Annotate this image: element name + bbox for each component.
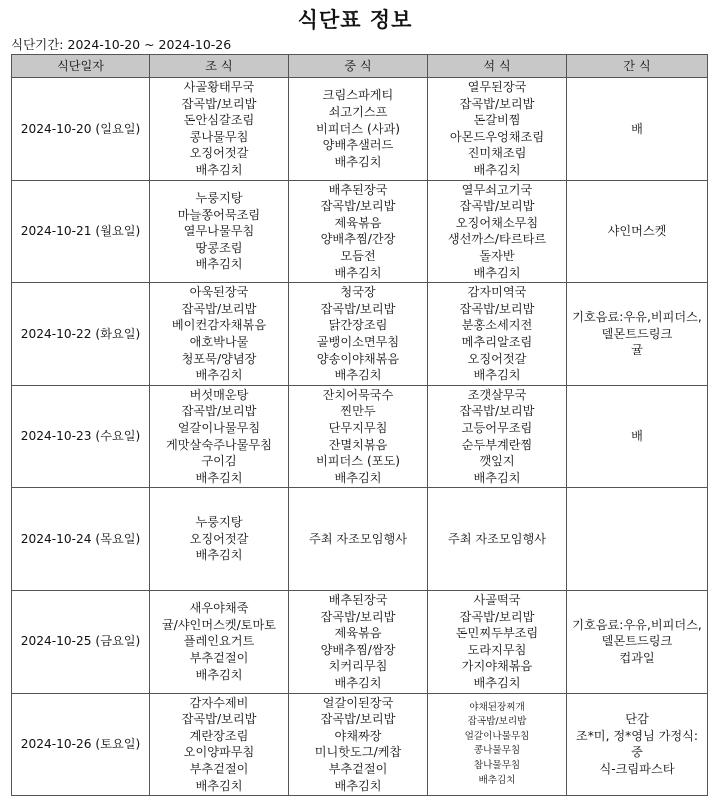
menu-item: 열무쇠고기국 [461, 182, 533, 197]
menu-item: 비피더스 (포도) [315, 454, 401, 469]
snack-cell [567, 590, 708, 693]
lunch-cell [289, 590, 428, 693]
menu-item: 배추김치 [473, 162, 521, 177]
menu-item: 진미채조림 [467, 146, 527, 161]
lunch-cell [289, 78, 428, 181]
header-date: 식단일자 [12, 55, 150, 78]
header-dinner: 석 식 [428, 55, 567, 78]
menu-item: 미니핫도그/케찹 [314, 745, 402, 760]
date-cell: 2024-10-22 (화요일) [12, 283, 150, 386]
menu-item: 구이김 [201, 454, 237, 469]
table-row [12, 385, 708, 488]
menu-item: 아욱된장국 [189, 285, 249, 300]
lunch-cell [289, 488, 428, 591]
menu-item: 청포묵/양념장 [181, 351, 257, 366]
header-breakfast: 조 식 [150, 55, 289, 78]
menu-item: 오징어젓갈 [189, 146, 249, 161]
menu-item: 조*미, 정*영님 가정식: 중 [575, 728, 699, 760]
menu-item: 배추김치 [334, 470, 382, 485]
menu-item: 순두부계란찜 [461, 437, 533, 452]
dinner-cell [428, 283, 567, 386]
menu-item: 잡곡밥/보리밥 [459, 301, 535, 316]
menu-item: 단무지무침 [328, 420, 388, 435]
header-snack: 간 식 [567, 55, 708, 78]
breakfast-cell [150, 385, 289, 488]
dinner-cell [428, 78, 567, 181]
menu-item: 배추김치 [195, 778, 243, 793]
table-row [12, 693, 708, 796]
page-title: 식단표 정보 [297, 8, 413, 32]
menu-item: 버섯매운탕 [189, 387, 249, 402]
menu-item: 배추김치 [473, 470, 521, 485]
menu-item: 잡곡밥/보리밥 [181, 96, 257, 111]
menu-item: 계란장조림 [189, 728, 249, 743]
dinner-cell [428, 693, 567, 796]
menu-item: 참나물무침 [473, 759, 521, 771]
menu-item: 열무된장국 [467, 80, 527, 95]
menu-item: 분홍소세지전 [461, 318, 533, 333]
menu-item: 골뱅이소면무침 [316, 334, 400, 349]
dinner-cell [428, 488, 567, 591]
menu-item: 배추김치 [195, 257, 243, 272]
menu-table [11, 54, 708, 796]
menu-item: 잡곡밥/보리밥 [459, 609, 535, 624]
menu-item: 돈갈비찜 [473, 113, 521, 128]
menu-item: 배추김치 [195, 470, 243, 485]
menu-item: 배추김치 [334, 265, 382, 280]
menu-item: 양송이야채볶음 [316, 351, 400, 366]
menu-item: 잡곡밥/보리밥 [320, 199, 396, 214]
date-cell: 2024-10-25 (금요일) [12, 590, 150, 693]
menu-item: 야채된장찌개 [469, 701, 525, 713]
lunch-cell [289, 385, 428, 488]
menu-item: 식-크림파스타 [599, 761, 675, 776]
menu-item: 기호음료:우유,비피더스, [572, 310, 702, 325]
breakfast-cell [150, 180, 289, 283]
header-row [12, 55, 708, 78]
lunch-cell [289, 693, 428, 796]
snack-cell [567, 180, 708, 283]
snack-cell [567, 488, 708, 591]
menu-item: 감자수제비 [189, 695, 249, 710]
menu-item: 배추김치 [195, 667, 243, 682]
breakfast-cell [150, 590, 289, 693]
date-cell: 2024-10-26 (토요일) [12, 693, 150, 796]
menu-item: 도라지무침 [467, 642, 527, 657]
menu-item: 쇠고기스프 [328, 104, 388, 119]
menu-item: 단감 [625, 712, 649, 727]
menu-item: 잡곡밥/보리밥 [181, 404, 257, 419]
menu-item: 주최 자조모임행사 [447, 531, 547, 546]
menu-item: 돌자반 [479, 248, 515, 263]
menu-item: 베이컨감자채볶음 [171, 318, 267, 333]
menu-item: 주최 자조모임행사 [308, 531, 408, 546]
menu-item: 배추김치 [195, 368, 243, 383]
menu-period: 식단기간: 2024-10-20 ~ 2024-10-26 [11, 37, 232, 52]
menu-item: 잡곡밥/보리밥 [459, 96, 535, 111]
menu-item: 잡곡밥/보리밥 [459, 199, 535, 214]
menu-item: 잡곡밥/보리밥 [181, 712, 257, 727]
breakfast-cell [150, 693, 289, 796]
menu-item: 고등어무조림 [461, 420, 533, 435]
menu-item: 사골황태무국 [183, 80, 255, 95]
menu-item: 귤 [631, 343, 643, 358]
menu-item: 배추김치 [473, 368, 521, 383]
menu-item: 열무나물무침 [183, 224, 255, 239]
menu-item: 배추김치 [195, 548, 243, 563]
menu-item: 비피더스 (사과) [315, 121, 401, 136]
menu-item: 잔치어묵국수 [322, 387, 394, 402]
menu-item: 돈민찌두부조림 [455, 626, 539, 641]
menu-item: 아몬드우엉채조림 [449, 129, 545, 144]
menu-item: 배추된장국 [328, 182, 388, 197]
menu-item: 배추김치 [334, 368, 382, 383]
menu-item: 청국장 [340, 285, 376, 300]
menu-item: 배추김치 [473, 675, 521, 690]
menu-item: 콩나물무침 [473, 745, 521, 757]
menu-item: 잡곡밥/보리밥 [181, 301, 257, 316]
menu-item: 가지야채볶음 [461, 659, 533, 674]
dinner-cell [428, 385, 567, 488]
menu-item: 사골떡국 [473, 592, 521, 607]
menu-item: 얼갈이나물무침 [177, 420, 261, 435]
snack-cell [567, 693, 708, 796]
menu-item: 애호박나물 [189, 334, 249, 349]
table-row [12, 180, 708, 283]
menu-item: 배추김치 [473, 265, 521, 280]
menu-item: 누룽지탕 [195, 515, 243, 530]
menu-item: 배 [631, 429, 643, 444]
menu-item: 컵과일 [619, 651, 655, 666]
menu-item: 델몬트드링크 [601, 634, 673, 649]
menu-item: 부추겉절이 [328, 761, 388, 776]
menu-item: 제육볶음 [334, 215, 382, 230]
table-row [12, 283, 708, 386]
menu-item: 델몬트드링크 [601, 326, 673, 341]
menu-item: 잡곡밥/보리밥 [320, 609, 396, 624]
menu-item: 양배추찜/간장 [320, 232, 396, 247]
menu-item: 배추김치 [334, 675, 382, 690]
table-row [12, 590, 708, 693]
menu-item: 마늘쫑어묵조림 [177, 207, 261, 222]
menu-item: 야채짜장 [334, 728, 382, 743]
menu-item: 잡곡밥/보리밥 [320, 712, 396, 727]
menu-item: 닭간장조림 [328, 318, 388, 333]
date-cell: 2024-10-21 (월요일) [12, 180, 150, 283]
menu-item: 플레인요거트 [183, 634, 255, 649]
menu-item: 배추김치 [334, 154, 382, 169]
table-row [12, 78, 708, 181]
menu-item: 잡곡밥/보리밥 [459, 404, 535, 419]
menu-item: 양배추샐러드 [322, 138, 394, 153]
menu-item: 모듬전 [340, 248, 376, 263]
menu-item: 기호음료:우유,비피더스, [572, 617, 702, 632]
menu-item: 오징어젓갈 [467, 351, 527, 366]
menu-item: 배추된장국 [328, 592, 388, 607]
menu-item: 돈안심갈조림 [183, 113, 255, 128]
menu-item: 누룽지탕 [195, 190, 243, 205]
snack-cell [567, 283, 708, 386]
menu-item: 오이양파무침 [183, 745, 255, 760]
menu-item: 게맛살숙주나물무침 [166, 437, 272, 452]
breakfast-cell [150, 488, 289, 591]
menu-item: 찐만두 [340, 404, 376, 419]
menu-item: 샤인머스켓 [607, 224, 667, 239]
menu-item: 잡곡밥/보리밥 [320, 301, 396, 316]
menu-item: 부추겉절이 [189, 651, 249, 666]
menu-item: 오징어채소무침 [455, 215, 539, 230]
dinner-cell [428, 590, 567, 693]
snack-cell [567, 78, 708, 181]
breakfast-cell [150, 78, 289, 181]
menu-body [12, 78, 708, 796]
dinner-cell [428, 180, 567, 283]
menu-item: 양배추찜/쌈장 [320, 642, 396, 657]
date-cell: 2024-10-24 (목요일) [12, 488, 150, 591]
header-lunch: 중 식 [289, 55, 428, 78]
date-cell: 2024-10-20 (일요일) [12, 78, 150, 181]
menu-item: 새우야채죽 [189, 601, 249, 616]
menu-item: 메추리알조림 [461, 334, 533, 349]
menu-item: 배추김치 [334, 778, 382, 793]
menu-item: 잔멸치볶음 [328, 437, 388, 452]
menu-item: 치커리무침 [328, 659, 388, 674]
menu-item: 잡곡밥/보리밥 [467, 716, 527, 728]
menu-item: 배추김치 [195, 162, 243, 177]
menu-item: 귤/샤인머스켓/토마토 [161, 617, 277, 632]
menu-item: 얼갈이된장국 [322, 695, 394, 710]
lunch-cell [289, 180, 428, 283]
menu-item: 생선까스/타르타르 [447, 232, 547, 247]
menu-item: 조갯살무국 [467, 387, 527, 402]
menu-item: 콩나물무침 [189, 129, 249, 144]
table-row [12, 488, 708, 591]
menu-item: 오징어젓갈 [189, 531, 249, 546]
menu-item: 얼갈이나물무침 [464, 730, 530, 742]
menu-item: 제육볶음 [334, 626, 382, 641]
menu-item: 배추김치 [478, 774, 516, 786]
menu-item: 부추겉절이 [189, 761, 249, 776]
menu-item: 크림스파게티 [322, 88, 394, 103]
menu-item: 감자미역국 [467, 285, 527, 300]
breakfast-cell [150, 283, 289, 386]
date-cell: 2024-10-23 (수요일) [12, 385, 150, 488]
menu-item: 땅콩조림 [195, 240, 243, 255]
menu-item: 깻잎지 [479, 454, 515, 469]
menu-item: 배 [631, 121, 643, 136]
lunch-cell [289, 283, 428, 386]
snack-cell [567, 385, 708, 488]
